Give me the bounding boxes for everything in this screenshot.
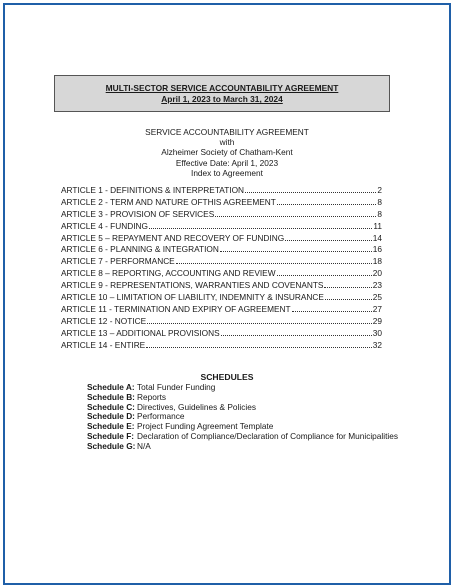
toc-page: 8 [377,208,382,219]
toc-row[interactable] [61,315,382,327]
schedule-value: Declaration of Compliance/Declaration of Compliance for Municipalities [137,430,399,441]
schedules-heading: SCHEDULES [200,372,254,382]
toc-row[interactable] [61,327,382,339]
toc-leader [176,255,372,264]
agreement-subheading [0,127,454,178]
toc-row[interactable] [61,184,382,196]
schedule-key: Schedule C: [87,401,135,412]
toc-leader [146,339,372,348]
schedule-item [87,421,398,431]
toc-leader [285,232,372,241]
schedule-item [87,431,398,441]
toc-page: 23 [372,280,382,291]
schedule-item [87,392,398,402]
schedule-item [87,441,398,451]
schedule-item [87,411,398,421]
subheading-line-3: Alzheimer Society of Chatham-Kent [161,147,293,158]
table-of-contents [61,184,382,350]
schedule-value: Project Funding Agreement Template [137,421,274,432]
toc-label: ARTICLE 7 - PERFORMANCE [61,256,175,267]
subheading-line-5: Index to Agreement [191,167,263,178]
toc-page: 8 [377,196,382,207]
toc-label: ARTICLE 12 - NOTICE [61,315,147,326]
toc-row[interactable] [61,208,382,220]
subheading-line-1: SERVICE ACCOUNTABILITY AGREEMENT [145,127,309,137]
toc-row[interactable] [61,279,382,291]
toc-leader [325,291,372,300]
agreement-period: April 1, 2023 to March 31, 2024 [161,94,283,104]
schedule-key: Schedule E: [87,421,135,432]
toc-label: ARTICLE 10 – LIMITATION OF LIABILITY, INDEMNITY & INSURANCE [61,292,324,303]
agreement-title: MULTI-SECTOR SERVICE ACCOUNTABILITY AGREEMENT [105,83,339,93]
toc-label: ARTICLE 13 – ADDITIONAL PROVISIONS [61,327,220,338]
toc-leader [147,315,372,324]
toc-label: ARTICLE 8 – REPORTING, ACCOUNTING AND REVIEW [61,268,276,279]
toc-leader [277,196,377,205]
schedule-value: Total Funder Funding [137,382,216,392]
toc-leader [277,267,372,276]
toc-page: 30 [372,327,382,338]
schedule-key: Schedule B: [87,391,135,402]
toc-leader [220,243,372,252]
toc-leader [149,220,372,229]
subheading-line-2: with [219,137,235,148]
schedule-key: Schedule A: [87,382,135,392]
toc-leader [221,327,372,336]
toc-leader [292,303,372,312]
toc-page: 11 [373,220,382,231]
schedule-key: Schedule D: [87,411,135,422]
toc-label: ARTICLE 5 – REPAYMENT AND RECOVERY OF FUNDING [61,232,285,243]
toc-row[interactable] [61,243,382,255]
toc-label: ARTICLE 9 - REPRESENTATIONS, WARRANTIES AND COVENANTS [61,280,324,291]
toc-label: ARTICLE 11 - TERMINATION AND EXPIRY OF AGREEMENT [61,303,291,314]
schedule-key: Schedule G: [87,440,136,451]
schedules-list [87,382,398,451]
toc-page: 25 [372,292,382,303]
toc-row[interactable] [61,196,382,208]
agreement-title-box [54,75,390,112]
toc-row[interactable] [61,220,382,232]
toc-label: ARTICLE 2 - TERM AND NATURE OFTHIS AGREEMENT [61,196,276,207]
toc-leader [215,208,376,217]
schedule-key: Schedule F: [87,430,135,441]
toc-row[interactable] [61,291,382,303]
toc-row[interactable] [61,232,382,244]
toc-label: ARTICLE 3 - PROVISION OF SERVICES [61,208,215,219]
toc-page: 29 [372,315,382,326]
schedule-value: N/A [137,440,151,451]
toc-label: ARTICLE 1 - DEFINITIONS & INTERPRETATION [61,185,245,195]
schedule-value: Performance [137,411,185,422]
schedule-value: Directives, Guidelines & Policies [137,401,256,412]
toc-label: ARTICLE 6 - PLANNING & INTEGRATION [61,244,219,255]
toc-page: 27 [372,303,382,314]
toc-page: 20 [372,268,382,279]
subheading-line-4: Effective Date: April 1, 2023 [175,157,279,168]
schedule-value: Reports [137,391,167,402]
toc-leader [324,279,371,288]
toc-row[interactable] [61,267,382,279]
toc-page: 14 [372,232,382,243]
toc-row[interactable] [61,339,382,351]
toc-page: 32 [372,339,382,350]
toc-page: 16 [372,244,382,255]
toc-leader [245,184,376,193]
toc-row[interactable] [61,303,382,315]
toc-row[interactable] [61,255,382,267]
schedule-item [87,402,398,412]
toc-page: 18 [372,256,382,267]
toc-label: ARTICLE 4 - FUNDING [61,220,148,231]
toc-label: ARTICLE 14 - ENTIRE [61,339,146,350]
schedule-item [87,382,398,392]
toc-page: 2 [377,185,382,195]
